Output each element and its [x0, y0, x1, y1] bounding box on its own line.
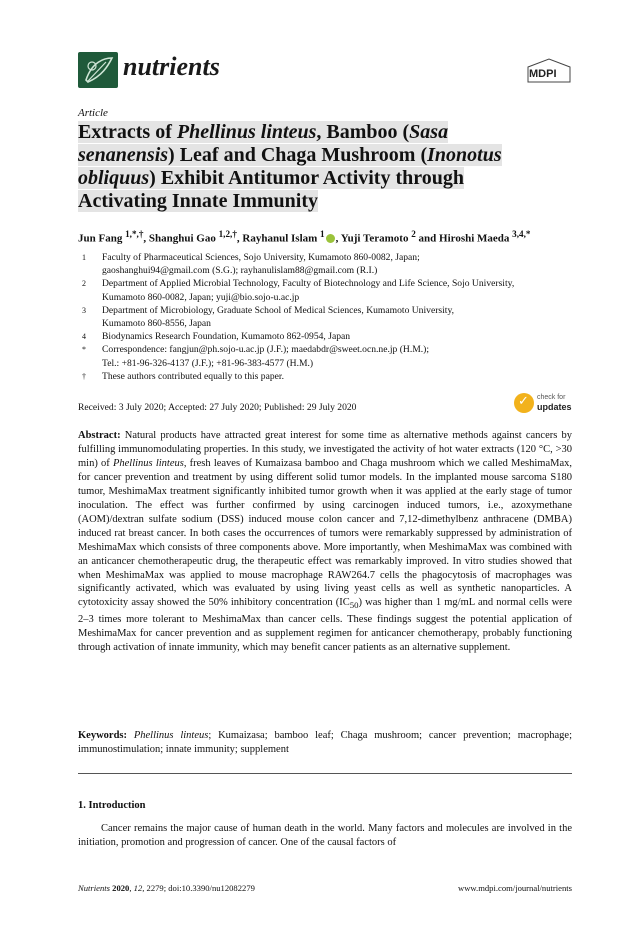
author-list: [78, 229, 578, 245]
footer-doi: , 2279; doi:10.3390/nu12082279: [142, 883, 255, 893]
author-affil-marker: 3,4,*: [512, 229, 531, 239]
title-line-1: [78, 121, 448, 143]
affiliation-item: [78, 304, 578, 330]
author-name: , Rayhanul Islam: [236, 232, 321, 245]
author-affil-marker: 1: [320, 229, 325, 239]
title-species-2b: senanensis: [78, 144, 169, 166]
section-divider: [78, 773, 572, 774]
affiliation-line: Biodynamics Research Foundation, Kumamoto 862-0954, Japan: [102, 331, 351, 343]
check-for-updates-button[interactable]: [514, 393, 578, 415]
abstract-subscript: 50: [349, 600, 359, 611]
check-updates-label: check for: [537, 394, 566, 401]
abstract-paragraph: [78, 429, 572, 655]
affiliation-marker: 4: [82, 332, 86, 342]
publication-dates: Received: 3 July 2020; Accepted: 27 July 2020; Published: 29 July 2020: [78, 402, 357, 413]
affiliation-marker: 3: [82, 305, 86, 315]
title-species-1: Phellinus linteus: [176, 121, 317, 143]
affiliation-marker: †: [82, 371, 86, 381]
affiliation-list: [78, 251, 578, 383]
title-line-3: [78, 167, 464, 189]
author-name: , Shanghui Gao: [143, 232, 219, 245]
correspondence-line: Tel.: +81-96-326-4137 (J.F.); +81-96-383-4577 (H.M.): [102, 357, 314, 369]
publisher-name: MDPI: [529, 68, 557, 80]
title-text: Extracts of: [78, 121, 177, 143]
title-species-3b: obliquus: [78, 167, 150, 189]
affiliation-line: Department of Microbiology, Graduate School of Medical Sciences, Kumamoto University,: [102, 304, 455, 316]
affiliation-item: [78, 330, 578, 343]
footer-journal-url[interactable]: www.mdpi.com/journal/nutrients: [457, 883, 572, 893]
affiliation-line: Faculty of Pharmaceutical Sciences, Sojo University, Kumamoto 860-0082, Japan;: [102, 252, 420, 263]
affiliation-marker: 1: [82, 253, 86, 262]
affiliation-marker: 2: [82, 279, 86, 289]
article-type: Article: [78, 107, 108, 119]
affiliation-line: Department of Applied Microbial Technology, Faculty of Biotechnology and Life Science, Sojo University,: [102, 278, 515, 290]
abstract-species: Phellinus linteus: [112, 457, 184, 469]
footer-year: 2020: [112, 883, 130, 893]
affiliation-line: gaoshanghui94@gmail.com (S.G.); rayhanulislam88@gmail.com (R.I.): [102, 265, 378, 277]
title-text: ) Exhibit Antitumor Activity through: [149, 167, 465, 189]
journal-logo: [78, 52, 118, 88]
check-updates-label-bold: updates: [537, 402, 572, 412]
title-line-2: [78, 144, 502, 166]
correspondence-line: Correspondence: fangjun@ph.sojo-u.ac.jp (J.F.); maedabdr@sweet.ocn.ne.jp (H.M.);: [102, 344, 430, 356]
abstract-text: , fresh leaves of Kumaizasa bamboo and Chaga mushroom which we called MeshimaMax, for cancer prevention and treatment by using different solid tumor models. In the implanted mouse sarcoma S180 tumor, MeshimaMax treatment significantly inhibited tumor growth when it was applied at the early stage of tumor inoculation. The effect was further confirmed by using carcinogen induced tumors, i.e., azoxymethane (AOM)/dextran sulfate sodium (DSS) induced mouse colon cancer and 7,12-dimethylbenz anthracene (DMBA) induced rat breast cancer. In both cases the occurrences of tumors were remarkably suppressed by administration of MeshimaMax which consists of three components above. More importantly, when MeshimaMax was combined with an anticancer chemotherapeutic drug, the therapeutic effect was remarkably improved. In vitro studies showed that when MeshimaMax was applied to mouse macrophage RAW264.7 cells the phagocytosis of macrophages was significantly activated, which was evaluated by using living yeast cells as well as synthetic nanoparticles. A cytotoxicity assay showed the 50% inhibitory concentration (IC: [78, 457, 573, 609]
equal-contribution-note: [78, 370, 578, 383]
keywords-label: Keywords:: [78, 730, 127, 741]
author-name: and Hiroshi Maeda: [415, 232, 513, 245]
title-text: , Bamboo (: [316, 121, 410, 143]
introduction-body: [78, 822, 572, 850]
article-title: [78, 121, 568, 213]
abstract-text: Natural products have attracted great interest for some time as alternative methods against cancers by fulfilling immunomodulating properties. In this study, we investigated the activity of hot water extracts (120 °C, >30 min) of: [78, 430, 572, 469]
introduction-paragraph: Cancer remains the major cause of human death in the world. Many factors and molecules are involved in the initiation, promotion and progression of cancer. One of the causal factors of: [78, 823, 572, 848]
check-updates-icon: [514, 393, 534, 413]
title-text: ) Leaf and Chaga Mushroom (: [168, 144, 428, 166]
affiliation-marker: *: [82, 345, 86, 355]
author-affil-marker: 1,2,†: [218, 229, 237, 239]
note-line: These authors contributed equally to this paper.: [102, 370, 284, 382]
affiliation-line: Kumamoto 860-8556, Japan: [102, 318, 211, 330]
journal-name: nutrients: [123, 52, 220, 81]
title-species-3a: Inonotus: [427, 144, 502, 166]
abstract: [78, 429, 572, 655]
publisher-logo: [526, 58, 572, 84]
orcid-icon[interactable]: [326, 234, 335, 243]
abstract-label: Abstract:: [78, 430, 121, 441]
author-name: , Yuji Teramoto: [335, 232, 412, 245]
footer-volume: 12: [133, 883, 143, 893]
title-line-4: Activating Innate Immunity: [78, 190, 319, 212]
section-heading: 1. Introduction: [78, 800, 146, 811]
keyword-species: Phellinus linteus: [133, 730, 209, 741]
keywords-text: ; Kumaizasa; bamboo leaf; Chaga mushroom; cancer prevention; macrophage; immunostimulation; innate immunity; supplement: [78, 730, 572, 755]
affiliation-line: Kumamoto 860-0082, Japan; yuji@bio.sojo-u.ac.jp: [102, 291, 300, 303]
abstract-text: ) was higher than 1 mg/mL and normal cells were 2–3 times more tolerant to MeshimaMax than cancer cells. These findings suggest the potential application of MeshimaMax for cancer prevention and as supplement regimen for anticancer chemotherapy, probably functioning through activation of innate immunity, which may benefit cancer patients as an alternative supplement.: [78, 597, 572, 654]
title-species-2a: Sasa: [409, 121, 449, 143]
footer-citation: Nutrients 2020, 12, 2279; doi:10.3390/nu12082279: [78, 883, 255, 893]
author-name: Jun Fang: [78, 232, 126, 245]
affiliation-item: [78, 277, 578, 303]
author-affil-marker: 2: [411, 229, 416, 239]
correspondence-item: [78, 343, 578, 369]
keywords: [78, 729, 572, 757]
affiliation-item: [78, 251, 578, 277]
keywords-paragraph: [78, 729, 572, 757]
author-affil-marker: 1,*,†: [125, 229, 144, 239]
leaf-emblem-icon: [78, 52, 118, 88]
footer-journal: Nutrients: [78, 883, 110, 893]
